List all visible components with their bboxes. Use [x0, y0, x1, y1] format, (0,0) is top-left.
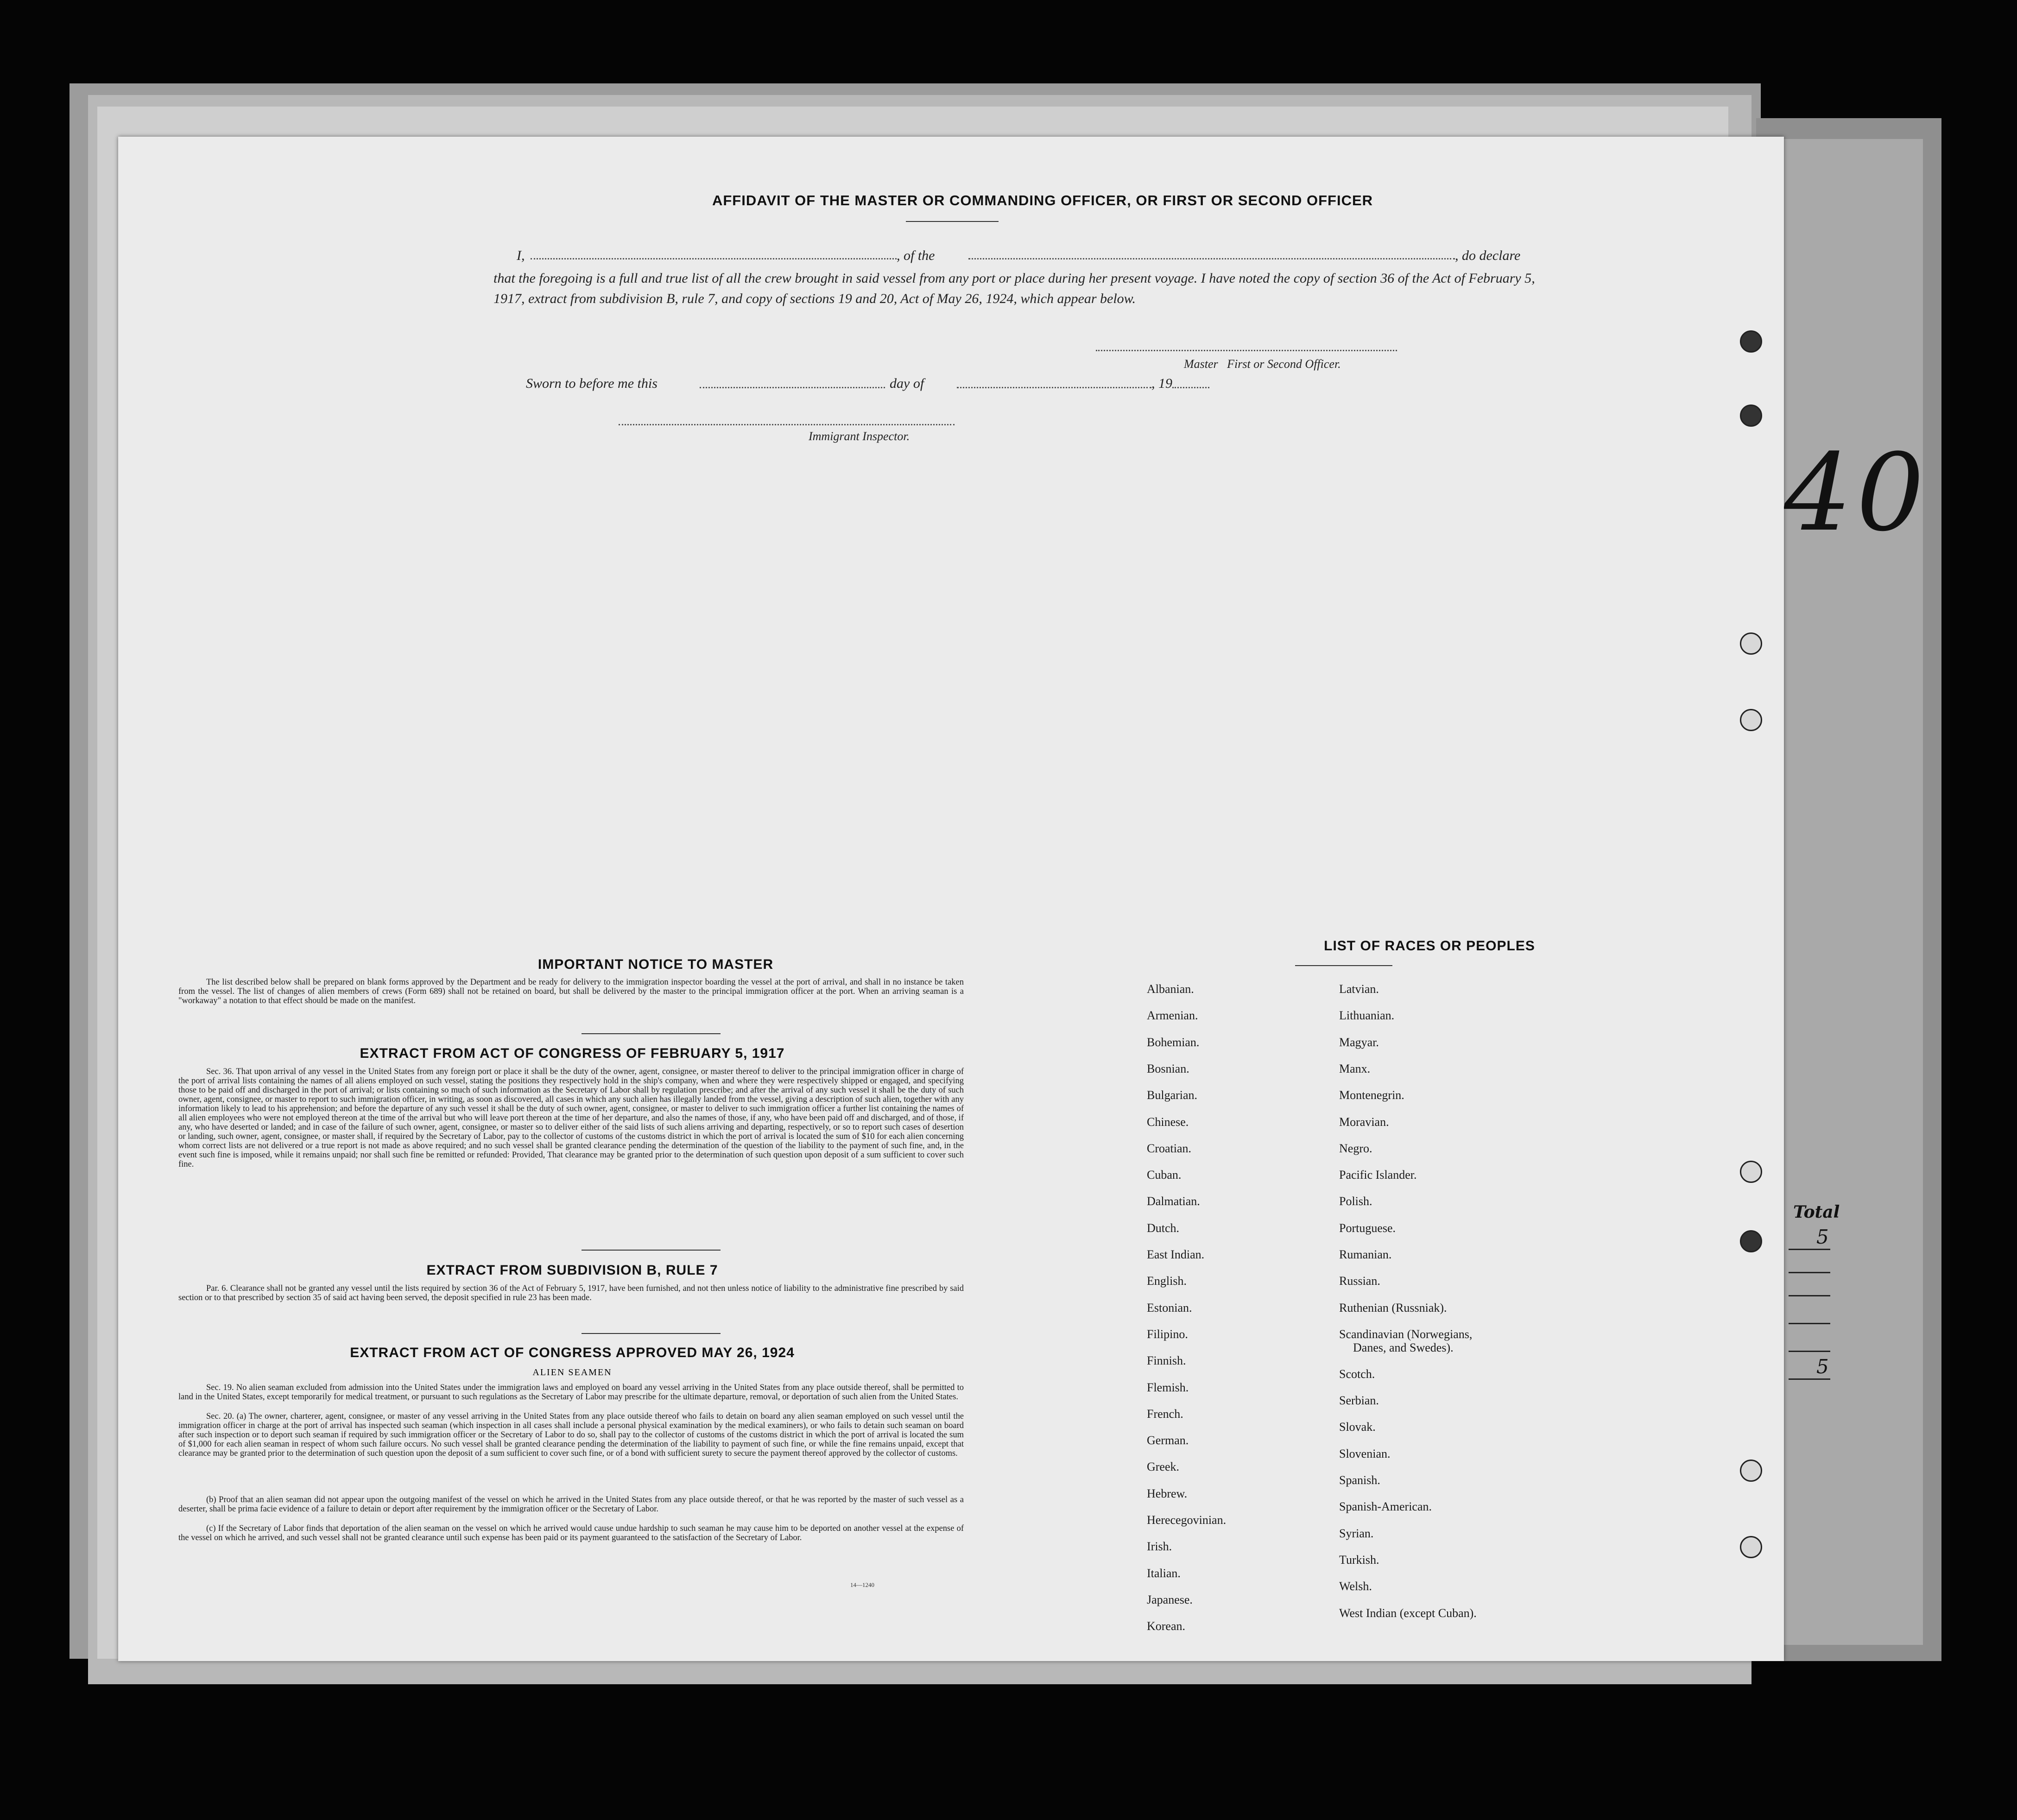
inspector-signature-blank [619, 424, 955, 425]
section-divider [582, 1333, 721, 1334]
race-item: Korean. [1147, 1619, 1186, 1633]
day-of-label: day of [890, 376, 924, 391]
extract-1917-title: EXTRACT FROM ACT OF CONGRESS OF FEBRUARY 5, 1917 [360, 1046, 785, 1061]
sworn-year-blank [1172, 387, 1209, 388]
vessel-blank [968, 258, 1455, 259]
race-item: Polish. [1339, 1194, 1372, 1208]
extract-1917-text: Sec. 36. That upon arrival of any vessel in the United States from any foreign port or place it shall be the duty of the owner, agent, consignee, or master thereof to deliver to the principal immigration officer in charge of the port of arrival lists containing the names of all aliens employed on such vessel, stating the positions they respectively hold in the ship's company, when and where they were respectively shipped or engaged, and specifying those to be paid off and discharged in the port of arrival; or lists containing so much of such information as the Secretary of Labor shall by regulation prescribe; and after the arrival of any such vessel it shall be the duty of such owner, agent, consignee, or master to report to such immigration officer, in writing, as soon as discovered, all cases in which any such alien has illegally landed from the vessel, giving a description of such alien, together with any information likely to lead to his apprehension; and before the departure of any such vessel it shall be the duty of such owner, agent, consignee, or master to deliver to such immigration officer a further list containing the names of all alien employees who were not employed thereon at the time of the arrival but who will leave port thereon at the time of her departure, and also the names of those, if any, who have been paid off and discharged, and of those, if any, who have deserted or landed; and in case of the failure of such owner, agent, consignee, or master so to deliver either of the said lists of such aliens arriving and departing, respectively, or so to report such cases of desertion or landing, such owner, agent, consignee, or master shall, if required by the Secretary of Labor, pay to the collector of customs of the customs district in which the port of arrival is located the sum of $10 for each alien concerning whom correct lists are not delivered or a true report is not made as above required; and no such vessel shall be granted clearance pending the determination of the question of the liability to the payment of such fine, and, in the event such fine is imposed, while it remains unpaid; nor shall such fine be remitted or refunded: Provided, That clearance may be granted prior to the determination of such question upon deposit of a sum sufficient to cover such fine. [178, 1067, 964, 1169]
section-divider [582, 1250, 721, 1251]
race-item: Russian. [1339, 1274, 1380, 1288]
total-label: Total [1793, 1202, 1840, 1222]
race-item: Estonian. [1147, 1301, 1192, 1314]
officer-signature-blank [1096, 350, 1397, 351]
binder-hole [1740, 1161, 1762, 1183]
race-item: Rumanian. [1339, 1248, 1392, 1261]
extract-1924-sec20a: Sec. 20. (a) The owner, charterer, agent, consignee, or master of any vessel arriving in the United States from any place outside thereof who fails to detain on board any alien seaman employed on such vessel until the immigration officer in charge at the port of arrival has inspected such seaman (which inspection in all cases shall include a personal physical examination by the medical examiners), or who fails to detain such seaman on board after such inspection or to deport such seaman if required by such immigration officer or the Secretary of Labor to do so, shall pay to the collector of customs of the customs district in which the port of arrival is located the sum of $1,000 for each alien seaman in respect of whom such failure occurs. No such vessel shall be granted clearance pending the determination of the liability to payment of such fine, or while the fine remains unpaid, except that clearance may be granted prior to the determination of such question upon the deposit of a sum sufficient to cover such fine, or of a bond with sufficient surety to secure the payment thereof approved by the collector of customs. [178, 1412, 964, 1458]
binder-hole [1740, 1230, 1762, 1252]
affidavit-title: AFFIDAVIT OF THE MASTER OR COMMANDING OFFICER, OR FIRST OR SECOND OFFICER [712, 192, 1373, 209]
total-value: 5 [1816, 1226, 1829, 1248]
race-item: Finnish. [1147, 1354, 1186, 1368]
race-item: Filipino. [1147, 1327, 1188, 1341]
binder-hole [1740, 632, 1762, 655]
extract-rule7-title: EXTRACT FROM SUBDIVISION B, RULE 7 [426, 1263, 718, 1278]
total-rule [1789, 1272, 1830, 1273]
binder-hole [1740, 709, 1762, 731]
race-item: Welsh. [1339, 1580, 1372, 1593]
race-item: Albanian. [1147, 982, 1194, 996]
races-title-divider [1295, 965, 1392, 966]
race-item: German. [1147, 1434, 1189, 1447]
race-item: Irish. [1147, 1540, 1172, 1554]
extract-1924-sec19: Sec. 19. No alien seaman excluded from admission into the United States under the immigration laws and employed on board any vessel arriving in the United States from any place outside thereof, shall be permitted to land in the United States, except temporarily for medical treatment, or pursuant to such regulations as the Secretary of Labor may prescribe for the ultimate departure, removal, or deportation of such alien from the United States. [178, 1383, 964, 1402]
race-item: French. [1147, 1407, 1183, 1421]
race-item: East Indian. [1147, 1248, 1205, 1261]
binder-hole [1740, 1536, 1762, 1558]
race-item: West Indian (except Cuban). [1339, 1606, 1477, 1620]
race-item: Ruthenian (Russniak). [1339, 1301, 1447, 1314]
extract-1924-sec20b: (b) Proof that an alien seaman did not appear upon the outgoing manifest of the vessel on which he arrived in the United States from any place outside thereof, or that he was reported by the master of such vessel as a deserter, shall be prima facie evidence of a failure to detain or deport after requirement by the immigration officer or the Secretary of Labor. [178, 1495, 964, 1514]
affidavit-of-the-label: , of the [897, 248, 935, 263]
race-item: Magyar. [1339, 1035, 1379, 1049]
race-item: Negro. [1339, 1141, 1372, 1155]
race-item: Chinese. [1147, 1115, 1189, 1129]
total-rule [1789, 1351, 1830, 1352]
affidavit-declare-label: , do declare [1455, 248, 1521, 263]
total-value: 5 [1816, 1355, 1829, 1378]
race-item: Croatian. [1147, 1141, 1192, 1155]
total-rule [1789, 1323, 1830, 1324]
race-item: Turkish. [1339, 1553, 1379, 1567]
race-item: Spanish. [1339, 1473, 1380, 1487]
race-item: English. [1147, 1274, 1187, 1288]
total-rule [1789, 1378, 1830, 1380]
total-rule [1789, 1249, 1830, 1250]
race-item: Portuguese. [1339, 1221, 1396, 1235]
sworn-month-blank [957, 387, 1151, 388]
race-item: Latvian. [1339, 982, 1379, 996]
race-item: Bohemian. [1147, 1035, 1200, 1049]
binder-hole [1740, 404, 1762, 427]
race-item: Greek. [1147, 1460, 1180, 1474]
race-item: Italian. [1147, 1566, 1181, 1580]
race-item: Montenegrin. [1339, 1088, 1404, 1102]
officer-signature-label: Master First or Second Officer. [1184, 357, 1341, 371]
race-item: Slovenian. [1339, 1447, 1391, 1460]
notice-text: The list described below shall be prepared on blank forms approved by the Department and be ready for delivery to the immigration inspector boarding the vessel at the port of arrival, and shall in no instance be taken from the vessel. The list of changes of alien members of crews (Form 689) shall not be retained on board, but shall be delivered by the master to the principal immigration officer at the port. When an arriving seaman is a "workaway" a notation to that effect should be made on the manifest. [178, 978, 964, 1005]
race-item: Moravian. [1339, 1115, 1389, 1129]
race-item: Flemish. [1147, 1380, 1189, 1394]
binder-hole [1740, 1460, 1762, 1482]
notice-title: IMPORTANT NOTICE TO MASTER [537, 957, 774, 972]
form-number: 14—1240 [850, 1581, 874, 1588]
name-blank [531, 258, 897, 259]
race-item: Armenian. [1147, 1009, 1198, 1023]
race-item: Slovak. [1339, 1420, 1376, 1434]
inspector-signature-label: Immigrant Inspector. [809, 430, 910, 443]
race-item: Scotch. [1339, 1367, 1375, 1381]
race-item: Scandinavian (Norwegians, [1339, 1327, 1473, 1341]
extract-rule7-text: Par. 6. Clearance shall not be granted any vessel until the lists required by section 36 of the Act of February 5, 1917, have been furnished, and not then unless notice of liability to the administrative fine prescribed by said section or to that prescribed by section 35 of said act having been served, the deposit specified in rule 23 has been made. [178, 1284, 964, 1302]
section-divider [582, 1033, 721, 1034]
race-item: Spanish-American. [1339, 1500, 1432, 1514]
race-item: Serbian. [1339, 1394, 1379, 1408]
extract-1924-title: EXTRACT FROM ACT OF CONGRESS APPROVED MAY 26, 1924 [350, 1345, 795, 1360]
binder-hole [1740, 330, 1762, 353]
race-item: Bosnian. [1147, 1062, 1189, 1075]
sworn-day-blank [700, 387, 885, 388]
title-divider [906, 221, 999, 222]
extract-1924-sec20c: (c) If the Secretary of Labor finds that deportation of the alien seaman on the vessel on which he arrived would cause undue hardship to such seaman he may cause him to be deported on another vessel at the expense of the vessel on which he arrived, and such vessel shall not be granted clearance until such expense has been paid or its payment guaranteed to the satisfaction of the Secretary of Labor. [178, 1524, 964, 1542]
race-item: Herecegovinian. [1147, 1513, 1227, 1527]
race-item: Dutch. [1147, 1221, 1180, 1235]
alien-seamen-subtitle: ALIEN SEAMEN [532, 1367, 612, 1378]
affidavit-statement: that the foregoing is a full and true list of all the crew brought in said vessel from any port or place during her present voyage. I have noted the copy of section 36 of the Act of February 5, 1917, extract from subdivision B, rule 7, and copy of sections 19 and 20, Act of May 26, 1924, which appear below. [493, 271, 1535, 306]
race-item: Pacific Islander. [1339, 1168, 1417, 1182]
race-item: Manx. [1339, 1062, 1371, 1075]
races-title: LIST OF RACES OR PEOPLES [1324, 938, 1535, 954]
race-item: Danes, and Swedes). [1353, 1340, 1454, 1354]
right-adjacent-sheet-inner [1779, 139, 1923, 1645]
sheet-number-handwritten: 40 [1784, 431, 1929, 555]
race-item: Dalmatian. [1147, 1194, 1200, 1208]
race-item: Cuban. [1147, 1168, 1182, 1182]
race-item: Hebrew. [1147, 1486, 1188, 1500]
race-item: Japanese. [1147, 1592, 1193, 1606]
total-rule [1789, 1295, 1830, 1296]
document-page [118, 137, 1784, 1661]
race-item: Bulgarian. [1147, 1088, 1198, 1102]
year-label: , 19 [1151, 376, 1172, 391]
race-item: Lithuanian. [1339, 1009, 1395, 1023]
race-item: Syrian. [1339, 1526, 1374, 1540]
sworn-label: Sworn to before me this [526, 376, 658, 391]
affidavit-i-label: I, [517, 248, 525, 263]
